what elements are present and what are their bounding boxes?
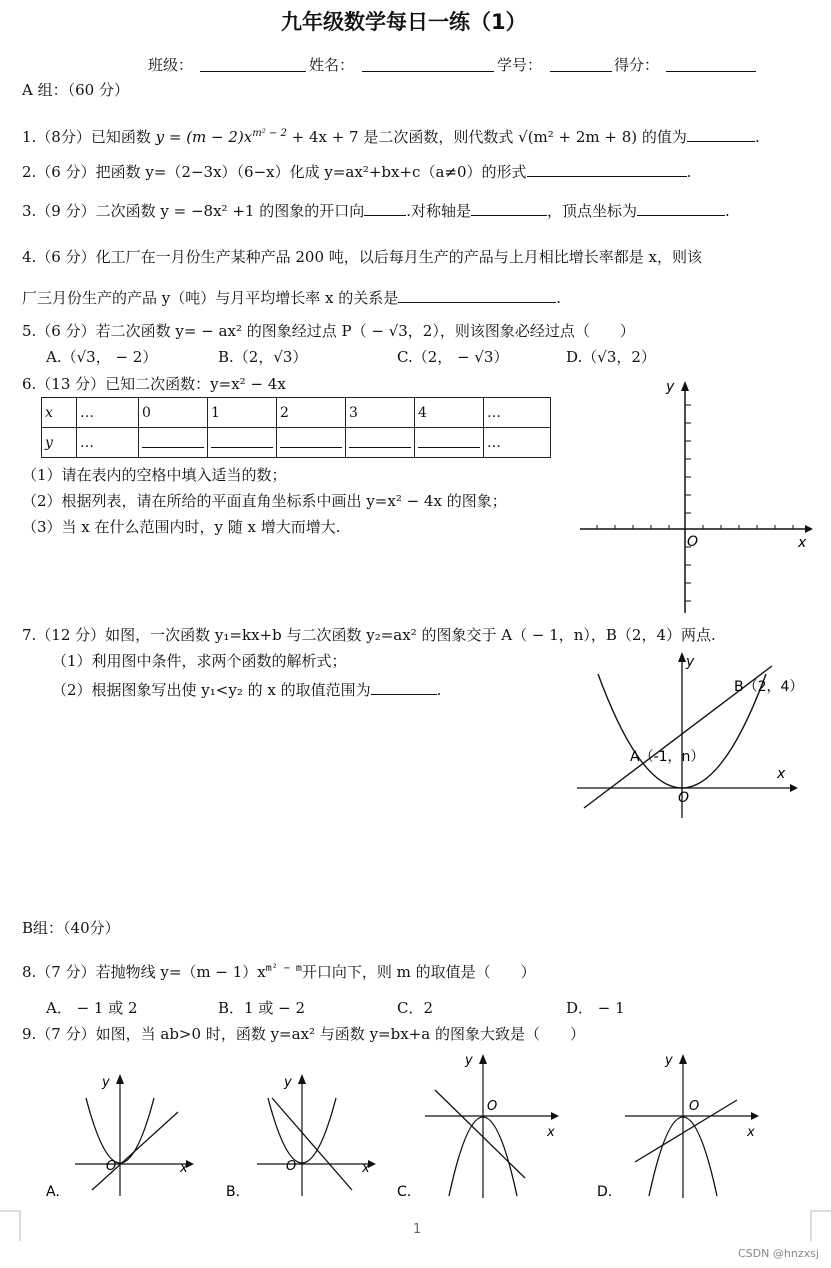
score-blank[interactable] — [666, 56, 756, 72]
axis-label-y: y — [102, 1075, 110, 1090]
table-cell: … — [484, 398, 551, 428]
table-row — [42, 398, 551, 428]
question-4-line-2: 厂三月份生产的产品 y（吨）与月平均增长率 x 的关系是 . — [22, 289, 562, 307]
y-axis-ticks — [685, 405, 691, 601]
q8-option-b[interactable]: B．1 或 − 2 — [218, 999, 305, 1017]
q9-option-b-graph[interactable] — [222, 1068, 382, 1200]
watermark-credit: CSDN @hnzxsj — [738, 1247, 819, 1260]
table-cell: 1 — [208, 398, 277, 428]
x-axis-arrow-icon — [751, 1112, 759, 1120]
q7-figure — [572, 648, 807, 820]
axis-label-x: x — [547, 1125, 555, 1140]
table-answer-cell[interactable] — [415, 428, 484, 458]
q5-option-a[interactable]: A.（√3， − 2） — [46, 348, 158, 366]
y-axis-arrow-icon — [679, 1054, 687, 1064]
class-label: 班级： — [148, 56, 194, 74]
table-answer-cell[interactable] — [346, 428, 415, 458]
page-title: 九年级数学每日一练（1） — [281, 10, 527, 34]
table-answer-cell[interactable] — [277, 428, 346, 458]
table-cell: 2 — [277, 398, 346, 428]
q5-option-d[interactable]: D.（√3，2） — [566, 348, 656, 366]
axis-label-x: x — [180, 1161, 188, 1176]
axis-label-x: x — [747, 1125, 755, 1140]
id-blank[interactable] — [550, 56, 612, 72]
q6-coordinate-plane[interactable] — [570, 375, 815, 615]
x-axis-arrow-icon — [790, 784, 798, 792]
table-answer-cell[interactable] — [139, 428, 208, 458]
axis-label-x: x — [777, 766, 786, 782]
linear-function-line — [435, 1090, 525, 1178]
axis-label-y: y — [465, 1053, 473, 1068]
option-label-c: C. — [397, 1184, 412, 1200]
table-cell: x — [42, 398, 77, 428]
question-5-stem: 5.（6 分）若二次函数 y= − ax² 的图象经过点 P（ − √3，2），则该图象必经过点（ ） — [22, 322, 635, 340]
y-axis-arrow-icon — [479, 1054, 487, 1064]
q9-option-a-graph[interactable] — [40, 1068, 200, 1200]
page-number: 1 — [413, 1222, 422, 1237]
q3-blank-3[interactable] — [637, 200, 725, 216]
option-label-d: D. — [597, 1184, 613, 1200]
point-a-label: A（-1，n） — [630, 749, 705, 765]
axis-label-x: x — [362, 1161, 370, 1176]
table-cell: 4 — [415, 398, 484, 428]
x-axis-arrow-icon — [551, 1112, 559, 1120]
q9-option-d-graph[interactable] — [595, 1044, 775, 1200]
question-8-stem: 8.（7 分）若抛物线 $y=(m - 1)x^{m^2 - m}$开口向下，则 m 的取值是（ ） — [22, 963, 536, 981]
y-axis-arrow-icon — [678, 652, 686, 662]
q7-blank[interactable] — [371, 679, 437, 695]
origin-label: O — [106, 1159, 117, 1174]
name-blank[interactable] — [362, 56, 494, 72]
q6-value-table — [41, 397, 551, 458]
q2-blank[interactable] — [527, 161, 687, 177]
x-axis-arrow-icon — [805, 525, 813, 533]
linear-function-line — [635, 1100, 737, 1162]
q7-sub-2: （2）根据图象写出使 y₁<y₂ 的 x 的取值范围为 . — [52, 681, 442, 699]
table-row — [42, 428, 551, 458]
axis-label-y: y — [686, 654, 695, 670]
table-cell: … — [484, 428, 551, 458]
q6-sub-1: （1）请在表内的空格中填入适当的数； — [22, 466, 287, 484]
axis-label-y: y — [666, 379, 675, 395]
table-cell: … — [77, 428, 139, 458]
origin-label: O — [689, 1099, 700, 1114]
y-axis-arrow-icon — [681, 381, 689, 391]
id-label: 学号： — [497, 56, 543, 74]
q6-sub-3: （3）当 x 在什么范围内时，y 随 x 增大而增大. — [22, 518, 341, 536]
y-axis-arrow-icon — [298, 1074, 306, 1084]
table-cell: … — [77, 398, 139, 428]
table-cell: 3 — [346, 398, 415, 428]
q8-option-d[interactable]: D． − 1 — [566, 999, 625, 1017]
question-3: 3.（9 分）二次函数 y = −8x² +1 的图象的开口向 .对称轴是 ，顶点坐标为 . — [22, 202, 730, 220]
y-axis-arrow-icon — [116, 1074, 124, 1084]
q3-blank-1[interactable] — [364, 200, 406, 216]
question-6-stem: 6.（13 分）已知二次函数：y=x² − 4x — [22, 375, 286, 393]
origin-label: O — [487, 1099, 498, 1114]
question-2: 2.（6 分）把函数 y=（2−3x）（6−x）化成 y=ax²+bx+c（a≠0）的形式 . — [22, 163, 692, 181]
q3-blank-2[interactable] — [471, 200, 547, 216]
table-cell: y — [42, 428, 77, 458]
q5-option-c[interactable]: C.（2， − √3） — [397, 348, 509, 366]
origin-label: O — [678, 790, 690, 806]
table-answer-cell[interactable] — [208, 428, 277, 458]
q5-option-b[interactable]: B.（2，√3） — [218, 348, 308, 366]
axis-label-y: y — [665, 1053, 673, 1068]
name-label: 姓名： — [309, 56, 355, 74]
option-label-a: A. — [46, 1184, 60, 1200]
q9-option-c-graph[interactable] — [395, 1044, 575, 1200]
origin-label: O — [286, 1159, 297, 1174]
class-blank[interactable] — [200, 56, 306, 72]
option-label-b: B. — [226, 1184, 241, 1200]
question-7-stem: 7.（12 分）如图，一次函数 y₁=kx+b 与二次函数 y₂=ax² 的图象交于 A（ − 1，n），B（2，4）两点. — [22, 626, 716, 644]
origin-label: O — [687, 534, 699, 550]
q8-option-c[interactable]: C．2 — [397, 999, 434, 1017]
question-9-stem: 9.（7 分）如图，当 ab>0 时，函数 y=ax² 与函数 y=bx+a 的图象大致是（ ） — [22, 1025, 585, 1043]
group-a-heading: A 组：（60 分） — [22, 81, 129, 99]
axis-label-y: y — [284, 1075, 292, 1090]
q8-option-a[interactable]: A． − 1 或 2 — [46, 999, 138, 1017]
q4-blank[interactable] — [398, 287, 556, 303]
question-4-line-1: 4.（6 分）化工厂在一月份生产某种产品 200 吨，以后每月生产的产品与上月相比增长率都是 x，则该 — [22, 248, 703, 266]
axis-label-x: x — [798, 535, 807, 551]
score-label: 得分： — [614, 56, 660, 74]
table-cell: 0 — [139, 398, 208, 428]
q7-sub-1: （1）利用图中条件，求两个函数的解析式； — [52, 652, 347, 670]
q1-blank[interactable] — [687, 126, 755, 142]
group-b-heading: B组：（40分） — [22, 919, 120, 937]
point-b-label: B（2，4） — [734, 679, 804, 695]
question-1: 1.（8分）已知函数 $y = (m - 2)x^{m^2 - 2} + 4x + 7$ 是二次函数，则代数式 √(m² + 2m + 8) 的值为 . — [22, 128, 760, 146]
q6-sub-2: （2）根据列表，请在所给的平面直角坐标系中画出 y=x² − 4x 的图象； — [22, 492, 507, 510]
